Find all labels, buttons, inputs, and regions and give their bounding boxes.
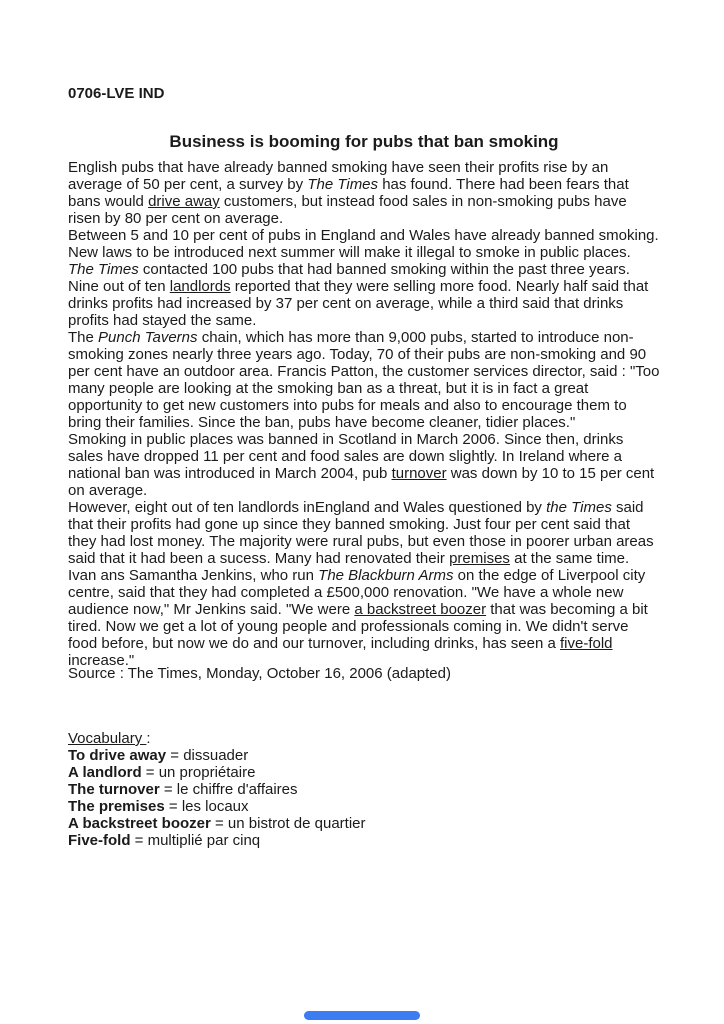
vocabulary-heading-colon: : bbox=[146, 730, 151, 747]
vocab-definition: = dissuader bbox=[166, 747, 249, 764]
source-line: Source : The Times, Monday, October 16, 2006 (adapted) bbox=[68, 665, 451, 682]
glossed-term: landlords bbox=[169, 278, 231, 295]
glossed-term: turnover bbox=[391, 465, 447, 482]
text-segment: has found. There had been fears that bans would bbox=[68, 176, 629, 210]
text-segment: However, eight out of ten landlords inEngland and Wales questioned by bbox=[68, 499, 547, 516]
paragraph-1 bbox=[68, 159, 660, 227]
vocabulary-heading-text: Vocabulary bbox=[68, 730, 147, 747]
text-segment: customers, but instead food sales in non-smoking pubs have risen by 80 per cent on average. bbox=[68, 193, 627, 227]
vocab-definition: = les locaux bbox=[164, 798, 249, 815]
vocab-term: The premises bbox=[68, 798, 165, 815]
glossed-term: five-fold bbox=[559, 635, 613, 652]
text-segment: English pubs that have already banned smoking have seen their profits rise by an average of 50 per cent, a survey by bbox=[68, 159, 609, 193]
text-segment: Punch Taverns bbox=[98, 329, 198, 346]
paragraph-7 bbox=[68, 567, 660, 669]
text-segment: Ivan ans Samantha Jenkins, who run bbox=[68, 567, 319, 584]
article-body bbox=[68, 159, 660, 669]
vocab-definition: = le chiffre d'affaires bbox=[159, 781, 298, 798]
vocab-entry bbox=[68, 798, 660, 815]
vocabulary-section bbox=[68, 730, 660, 849]
vocab-term: To drive away bbox=[68, 747, 167, 764]
text-segment: contacted 100 pubs that had banned smoking within the past three years. Nine out of ten bbox=[68, 261, 630, 295]
text-segment: The Blackburn Arms bbox=[318, 567, 454, 584]
vocab-entry bbox=[68, 764, 660, 781]
text-segment: The Times bbox=[307, 176, 379, 193]
glossed-term: premises bbox=[449, 550, 510, 567]
text-segment: Smoking in public places was banned in Scotland in March 2006. Since then, drinks sales have dropped 11 per cent and food sales are down slightly. In Ireland where a national ban was introduced in March 2004, pub bbox=[68, 431, 624, 482]
vocabulary-list bbox=[68, 747, 660, 849]
paragraph-2 bbox=[68, 227, 660, 261]
paragraph-3 bbox=[68, 261, 660, 329]
vocab-term: A backstreet boozer bbox=[68, 815, 211, 832]
text-segment: The Times bbox=[68, 261, 139, 278]
article-title: Business is booming for pubs that ban smoking bbox=[169, 132, 559, 152]
text-segment: at the same time. bbox=[509, 550, 630, 567]
vocab-definition: = un propriétaire bbox=[141, 764, 256, 781]
text-segment: was down by 10 to 15 per cent on average. bbox=[68, 465, 655, 499]
paragraph-4 bbox=[68, 329, 660, 431]
text-segment: said that their profits had gone up since they banned smoking. Just four per cent said that they had lost money. The majority were rural pubs, but even those in poorer urban areas said that it had been a sucess. Many had renovated their bbox=[68, 499, 654, 567]
paragraph-5 bbox=[68, 431, 660, 499]
text-segment: chain, which has more than 9,000 pubs, started to introduce non-smoking zones nearly three years ago. Today, 70 of their pubs are non-smoking and 90 per cent have an outdoor area. Francis Patton, the customer services director, said : "Too many people are looking at the smoking ban as a threat, but it is in fact a great opportunity to get new customers into pubs for meals and also to encourage them to bring their families. Since the ban, pubs have become cleaner, tidier places." bbox=[68, 329, 660, 431]
text-segment: Between 5 and 10 per cent of pubs in England and Wales have already banned smoking. New laws to be introduced next summer will make it illegal to smoke in public places. bbox=[68, 227, 659, 261]
document-code: 0706-LVE IND bbox=[68, 85, 165, 102]
text-segment: The bbox=[68, 329, 99, 346]
text-segment: that was becoming a bit tired. Now we get a lot of young people and professionals coming in. We didn't serve food before, but now we do and our turnover, including drinks, has seen a bbox=[68, 601, 648, 652]
vocab-term: The turnover bbox=[68, 781, 160, 798]
vocabulary-heading bbox=[68, 730, 660, 747]
vocab-term: Five-fold bbox=[68, 832, 131, 849]
vocab-entry bbox=[68, 781, 660, 798]
text-segment: reported that they were selling more food. Nearly half said that drinks profits had increased by 37 per cent on average, while a third said that drinks profits had stayed the same. bbox=[68, 278, 649, 329]
text-segment: the Times bbox=[546, 499, 612, 516]
vocab-definition: = un bistrot de quartier bbox=[210, 815, 366, 832]
vocab-term: A landlord bbox=[68, 764, 142, 781]
text-segment: on the edge of Liverpool city centre, said that they had completed a £500,000 renovation. "We have a whole new audience now," Mr Jenkins said. "We were bbox=[68, 567, 646, 618]
glossed-term: a backstreet boozer bbox=[354, 601, 487, 618]
text-segment: increase." bbox=[68, 652, 135, 669]
page-scroll-indicator[interactable] bbox=[304, 1011, 420, 1020]
paragraph-6 bbox=[68, 499, 660, 567]
vocab-entry bbox=[68, 815, 660, 832]
glossed-term: drive away bbox=[148, 193, 220, 210]
vocab-definition: = multiplié par cinq bbox=[130, 832, 261, 849]
vocab-entry bbox=[68, 832, 660, 849]
vocab-entry bbox=[68, 747, 660, 764]
